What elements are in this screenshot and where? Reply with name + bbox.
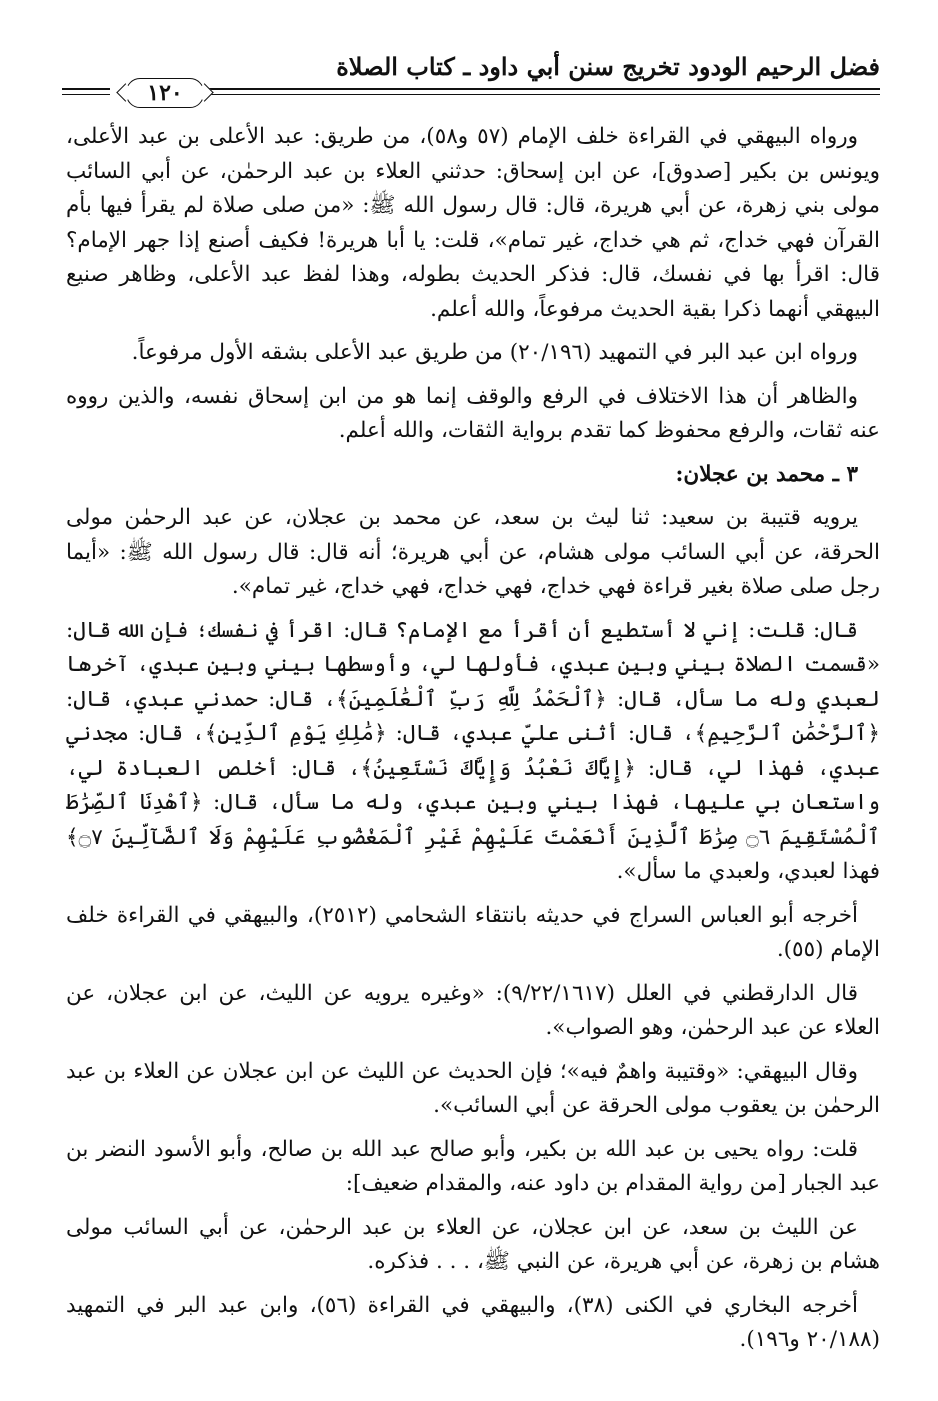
paragraph: عن الليث بن سعد، عن ابن عجلان، عن العلاء بن عبد الرحمٰن، عن أبي السائب مولى هشام بن زهرة، عن أبي هريرة، عن النبي ﷺ، . . . فذكره. <box>66 1214 880 1274</box>
header-rule-top <box>160 88 880 90</box>
page-body <box>66 120 880 1367</box>
page-header <box>62 52 880 106</box>
header-rule-bottom <box>160 94 880 95</box>
paragraph: يرويه قتيبة بن سعيد: ثنا ليث بن سعد، عن محمد بن عجلان، عن عبد الرحمٰن مولى الحرقة، عن أبي السائب مولى هشام، عن أبي هريرة؛ أنه قال: قال رسول الله ﷺ: «أيما رجل صلى صلاة بغير قراءة فهي خداج، فهي خداج، فهي خداج، غير تمام». <box>66 505 880 599</box>
running-title: فضل الرحيم الودود تخريج سنن أبي داود ـ كتاب الصلاة <box>336 52 880 81</box>
paragraph: أخرجه البخاري في الكنى (٣٨)، والبيهقي في القراءة (٥٦)، وابن عبد البر في التمهيد (٢٠/١٨٨ و١٩٦). <box>66 1292 880 1352</box>
paragraph: وقال البيهقي: «وقتيبة واهمٌ فيه»؛ فإن الحديث عن الليث عن ابن عجلان عن العلاء بن عبد الرحمٰن بن يعقوب مولى الحرقة عن أبي السائب». <box>66 1058 880 1118</box>
page-number-badge <box>126 78 204 108</box>
paragraph: والظاهر أن هذا الاختلاف في الرفع والوقف إنما هو من ابن إسحاق نفسه، والذين رووه عنه ثقات، والرفع محفوظ كما تقدم برواية الثقات، والله أعلم. <box>66 383 880 443</box>
paragraph: ورواه ابن عبد البر في التمهيد (٢٠/١٩٦) من طريق عبد الأعلى بشقه الأول مرفوعاً. <box>131 340 858 365</box>
header-rule-left-top <box>62 88 110 90</box>
page-number: ١٢٠ <box>147 80 183 106</box>
paragraph: أخرجه أبو العباس السراج في حديثه بانتقاء الشحامي (٢٥١٢)، والبيهقي في القراءة خلف الإمام (٥٥). <box>66 902 880 962</box>
paragraph: ورواه البيهقي في القراءة خلف الإمام (٥٧ و٥٨)، من طريق: عبد الأعلى بن عبد الأعلى، ويونس بن بكير [صدوق]، عن ابن إسحاق: حدثني العلاء بن عبد الرحمٰن، عن أبي السائب مولى بني زهرة، عن أبي هريرة، قال: قال رسول الله ﷺ: «من صلى صلاة لم يقرأ فيها بأم القرآن فهي خداج، ثم هي خداج، غير تمام»، قلت: يا أبا هريرة! فكيف أصنع إذا جهر الإمام؟ قال: اقرأ بها في نفسك، قال: فذكر الحديث بطوله، وهذا لفظ عبد الأعلى، وظاهر صنيع البيهقي أنهما ذكرا بقية الحديث مرفوعاً، والله أعلم. <box>66 124 880 322</box>
header-rule-left-bottom <box>62 94 110 95</box>
paragraph: قال: قلت: إني لا أستطيع أن أقرأ مع الإمام؟ قال: اقرأ في نفسك؛ فإن الله قال: «قسمت الصلاة بيني وبين عبدي، فأولها لي، وأوسطها بيني وبين عبدي، آخرها لعبدي وله ما سأل، قال: ﴿ٱلْحَمْدُ لِلَّهِ رَبِّ ٱلْعَٰلَمِينَ﴾، قال: حمدني عبدي، قال: ﴿ٱلرَّحْمَٰنِ ٱلرَّحِيمِ﴾، قال: أثنى عليّ عبدي، قال: ﴿مَٰلِكِ يَوْمِ ٱلدِّينِ﴾، قال: مجدني عبدي، فهذا لي، قال: ﴿إِيَّاكَ نَعْبُدُ وَإِيَّاكَ نَسْتَعِينُ﴾، قال: أخلص العبادة لي، واستعان بي عليها، فهذا بيني وبين عبدي، وله ما سأل، قال: ﴿ٱهْدِنَا ٱلصِّرَٰطَ ٱلْمُسْتَقِيمَ ۝٦ صِرَٰطَ ٱلَّذِينَ أَنْعَمْتَ عَلَيْهِمْ غَيْرِ ٱلْمَغْضُوبِ عَلَيْهِمْ وَلَا ٱلضَّآلِّينَ ۝٧﴾ فهذا لعبدي، ولعبدي ما سأل». <box>66 617 881 884</box>
section-heading: ٣ ـ محمد بن عجلان: <box>675 461 858 487</box>
paragraph: قال الدارقطني في العلل (٩/٢٢/١٦١٧): «وغيره يرويه عن الليث، عن ابن عجلان، عن العلاء عن عبد الرحمٰن، وهو الصواب». <box>66 980 880 1040</box>
paragraph: قلت: رواه يحيى بن عبد الله بن بكير، وأبو صالح عبد الله بن صالح، وأبو الأسود النضر بن عبد الجبار [من رواية المقدام بن داود عنه، والمقدام ضعيف]: <box>66 1136 880 1196</box>
